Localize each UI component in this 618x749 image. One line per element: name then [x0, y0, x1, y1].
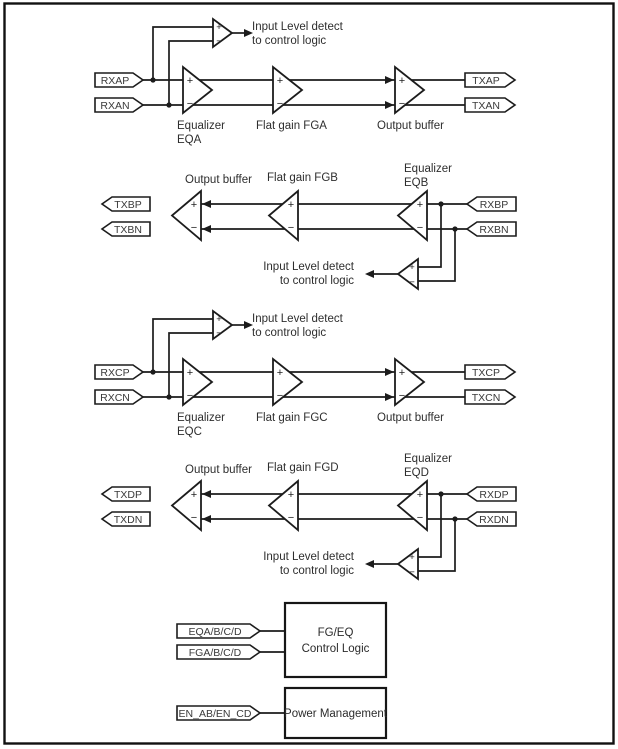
pin-rxdp-label: RXDP [479, 489, 509, 501]
output-buffer-label: Output buffer [185, 464, 252, 476]
plus-sign: + [287, 489, 295, 501]
equalizer-label: Equalizer [177, 412, 225, 424]
output-buffer-label: Output buffer [185, 174, 252, 186]
pin-txbn-label: TXBN [113, 224, 143, 236]
arrowhead-icon [385, 101, 394, 109]
fg-eq-control-logic-box [285, 603, 386, 677]
output-buffer-label: Output buffer [377, 120, 444, 132]
minus-sign: − [190, 512, 198, 524]
detect-label-line2: to control logic [279, 565, 354, 577]
plus-sign: + [409, 262, 415, 273]
minus-sign: − [416, 222, 424, 234]
channel-b [102, 163, 516, 289]
pin-en-ab-cd-label: EN_AB/EN_CD [178, 708, 252, 720]
plus-sign: + [398, 75, 406, 87]
detect-label-line2: to control logic [252, 35, 327, 47]
minus-sign: − [409, 567, 415, 578]
equalizer-name: EQB [404, 177, 429, 189]
arrowhead-icon [365, 270, 374, 278]
plus-sign: + [190, 199, 198, 211]
power-management-label: Power Management [284, 708, 387, 720]
minus-sign: − [216, 328, 222, 339]
junction-dot [452, 226, 457, 231]
plus-sign: + [186, 367, 194, 379]
minus-sign: − [186, 390, 194, 402]
minus-sign: − [276, 390, 284, 402]
equalizer-label: Equalizer [404, 453, 452, 465]
equalizer-label: Equalizer [177, 120, 225, 132]
control-section [177, 603, 388, 738]
plus-sign: + [416, 199, 424, 211]
pin-txbp-label: TXBP [114, 199, 142, 211]
arrowhead-icon [385, 76, 394, 84]
detect-label-line1: Input Level detect [252, 21, 343, 33]
equalizer-name: EQA [177, 134, 202, 146]
junction-dot [166, 102, 171, 107]
plus-sign: + [287, 199, 295, 211]
flat-gain-label: Flat gain FGB [267, 172, 338, 184]
pin-txan-label: TXAN [471, 100, 501, 112]
junction-dot [150, 77, 155, 82]
pin-rxcp-label: RXCP [100, 367, 130, 379]
output-buffer-label: Output buffer [377, 412, 444, 424]
pin-rxbn-label: RXBN [479, 224, 509, 236]
control-logic-label-line2: Control Logic [301, 643, 370, 655]
minus-sign: − [416, 512, 424, 524]
pin-txdp-label: TXDP [113, 489, 143, 501]
plus-sign: + [276, 75, 284, 87]
minus-sign: − [287, 512, 295, 524]
minus-sign: − [398, 98, 406, 110]
plus-sign: + [186, 75, 194, 87]
equalizer-label: Equalizer [404, 163, 452, 175]
detect-label-line2: to control logic [252, 327, 327, 339]
pin-rxan-label: RXAN [100, 100, 130, 112]
pin-txcp-label: TXCP [471, 367, 501, 379]
plus-sign: + [216, 314, 222, 325]
plus-sign: + [276, 367, 284, 379]
minus-sign: − [398, 390, 406, 402]
plus-sign: + [409, 552, 415, 563]
channel-d [102, 453, 516, 579]
level-detect-b-triangle [398, 259, 418, 289]
minus-sign: − [409, 277, 415, 288]
minus-sign: − [287, 222, 295, 234]
arrowhead-icon [385, 393, 394, 401]
minus-sign: − [190, 222, 198, 234]
pin-txdn-label: TXDN [113, 514, 143, 526]
pin-rxcn-label: RXCN [100, 392, 130, 404]
arrowhead-icon [202, 225, 211, 233]
junction-dot [452, 516, 457, 521]
detect-label-line1: Input Level detect [263, 261, 354, 273]
arrowhead-icon [202, 515, 211, 523]
pin-txap-label: TXAP [472, 75, 500, 87]
pin-fg-abcd-label: FGA/B/C/D [188, 647, 242, 659]
detect-label-line1: Input Level detect [252, 313, 343, 325]
pin-rxap-label: RXAP [100, 75, 130, 87]
junction-dot [438, 491, 443, 496]
channel-a [95, 19, 515, 146]
arrowhead-icon [365, 560, 374, 568]
junction-dot [166, 394, 171, 399]
pin-rxbp-label: RXBP [479, 199, 509, 211]
minus-sign: − [186, 98, 194, 110]
pin-txcn-label: TXCN [471, 392, 501, 404]
flat-gain-label: Flat gain FGA [256, 120, 327, 132]
level-detect-d-triangle [398, 549, 418, 579]
plus-sign: + [216, 22, 222, 33]
channel-c [95, 311, 515, 438]
minus-sign: − [216, 36, 222, 47]
equalizer-name: EQC [177, 426, 202, 438]
detect-label-line2: to control logic [279, 275, 354, 287]
arrowhead-icon [385, 368, 394, 376]
plus-sign: + [416, 489, 424, 501]
flat-gain-label: Flat gain FGC [256, 412, 328, 424]
detect-label-line1: Input Level detect [263, 551, 354, 563]
pin-rxdn-label: RXDN [479, 514, 509, 526]
minus-sign: − [276, 98, 284, 110]
junction-dot [150, 369, 155, 374]
equalizer-name: EQD [404, 467, 429, 479]
plus-sign: + [398, 367, 406, 379]
arrowhead-icon [202, 200, 211, 208]
junction-dot [438, 201, 443, 206]
control-logic-label-line1: FG/EQ [317, 627, 354, 639]
arrowhead-icon [202, 490, 211, 498]
plus-sign: + [190, 489, 198, 501]
flat-gain-label: Flat gain FGD [267, 462, 339, 474]
pin-eq-abcd-label: EQA/B/C/D [188, 626, 242, 638]
